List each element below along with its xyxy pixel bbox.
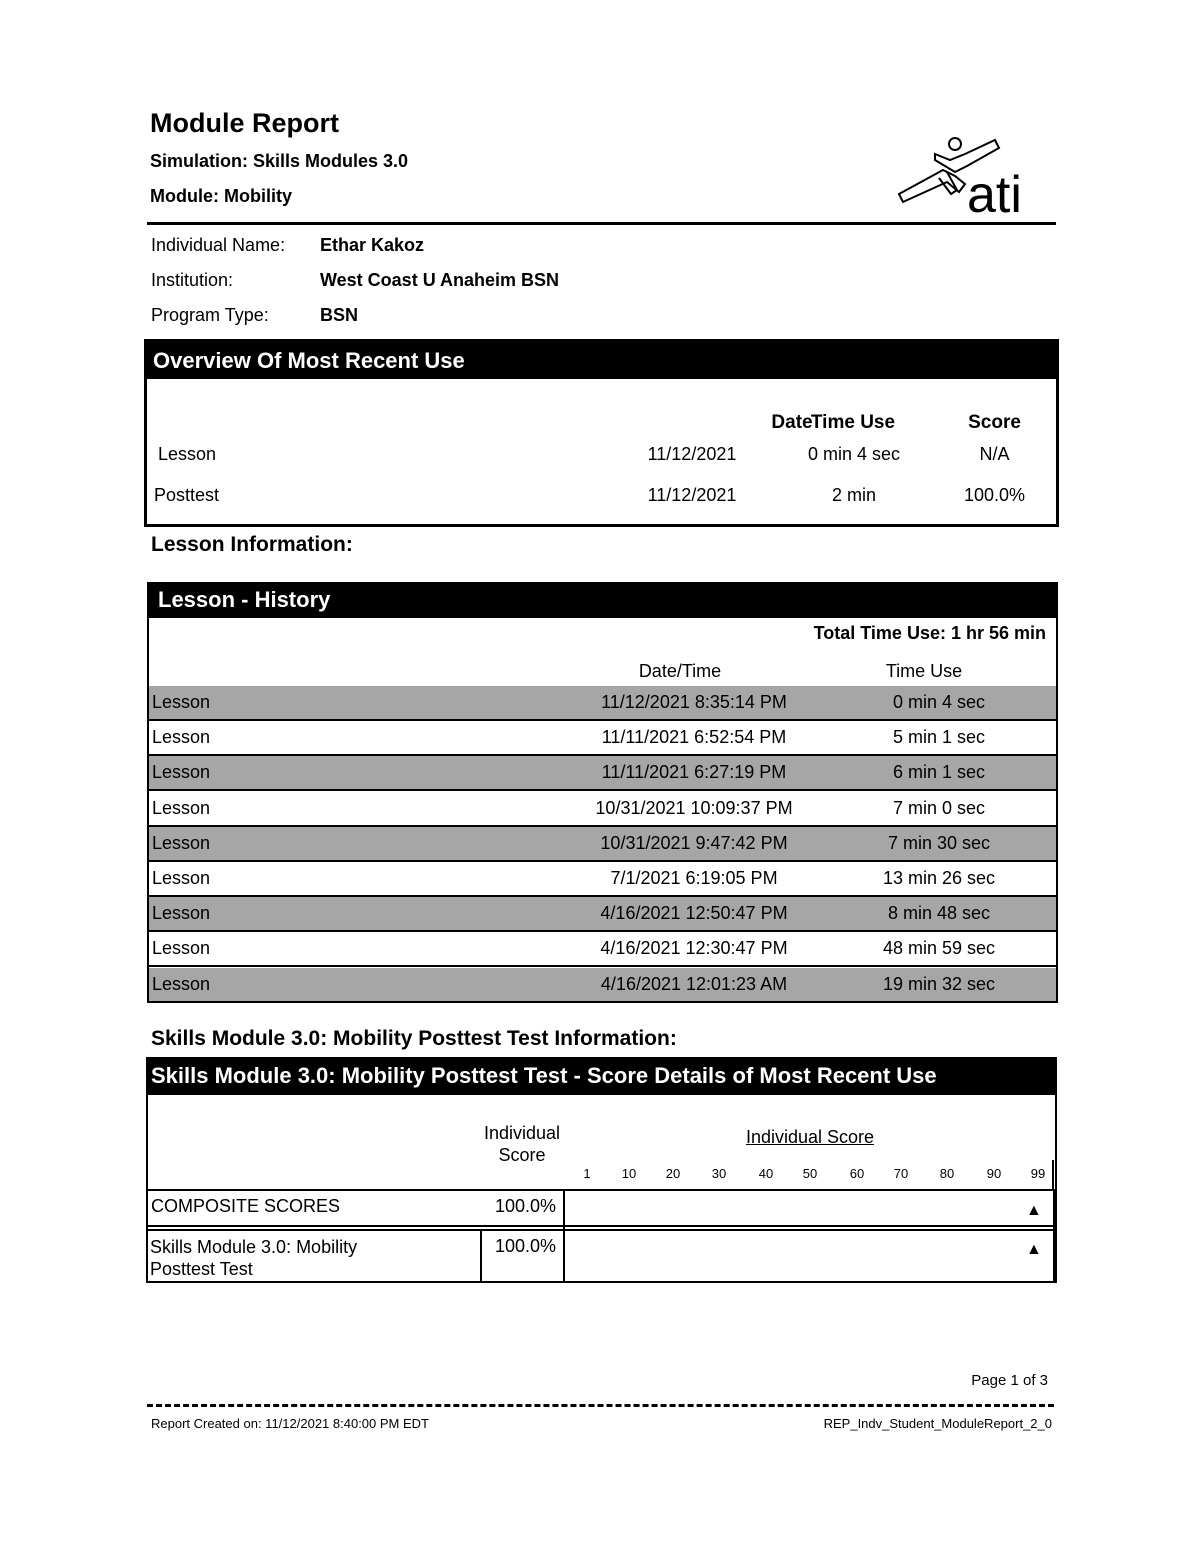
overview-row-lesson-label: Lesson [158,444,217,464]
scale-tick: 20 [665,1166,681,1181]
scale-tick: 1 [583,1166,591,1181]
composite-label: COMPOSITE SCORES [151,1196,341,1216]
simulation-label: Simulation: Skills Modules 3.0 [150,151,409,171]
scale-tick: 30 [711,1166,727,1181]
history-row-time: 5 min 1 sec [892,727,986,747]
history-row-date: 4/16/2021 12:50:47 PM [600,903,788,923]
module-score-value: 100.0% [494,1236,556,1256]
scale-tick: 70 [893,1166,909,1181]
history-row-name: Lesson [152,974,211,994]
history-title: Lesson - History [147,582,1058,618]
history-row-date: 11/12/2021 8:35:14 PM [601,692,787,712]
history-row-date: 7/1/2021 6:19:05 PM [610,868,778,888]
history-row-date: 11/11/2021 6:27:19 PM [601,762,787,782]
history-row [147,686,1058,721]
scale-tick: 10 [621,1166,637,1181]
report-code: REP_Indv_Student_ModuleReport_2_0 [823,1416,1052,1431]
score-details-title: Skills Module 3.0: Mobility Posttest Test - Score Details of Most Recent Use [146,1057,1057,1095]
history-row [147,968,1058,1003]
scale-tick: 60 [849,1166,865,1181]
history-col-time: Time Use [885,661,963,681]
individual-score-header-line2: Score [498,1145,546,1165]
history-row-time: 7 min 30 sec [887,833,991,853]
overview-row-posttest-label: Posttest [154,485,220,505]
lesson-info-heading: Lesson Information: [151,533,353,556]
score-col-right [1053,1189,1057,1283]
history-row-time: 0 min 4 sec [892,692,986,712]
module-score-label-line1: Skills Module 3.0: Mobility [150,1237,358,1257]
overview-row-lesson-time: 0 min 4 sec [807,444,901,464]
history-row-time: 6 min 1 sec [892,762,986,782]
scale-tick: 40 [758,1166,774,1181]
posttest-heading: Skills Module 3.0: Mobility Posttest Test Information: [151,1027,677,1050]
composite-marker: ▲ [1026,1202,1042,1219]
history-row [147,721,1058,756]
history-total-time: Total Time Use: 1 hr 56 min [813,623,1046,643]
history-row-time: 7 min 0 sec [892,798,986,818]
history-row-time: 13 min 26 sec [882,868,996,888]
history-row-name: Lesson [152,798,211,818]
history-row-name: Lesson [152,938,211,958]
history-row-date: 4/16/2021 12:01:23 AM [600,974,788,994]
history-row [147,827,1058,862]
overview-col-date: Date [771,412,813,433]
scale-tick: 50 [802,1166,818,1181]
module-score-label-line2: Posttest Test [150,1259,253,1279]
score-rule-mid-a [146,1225,1057,1227]
score-col-divider-2 [563,1189,565,1283]
score-rule-top [146,1189,1057,1191]
overview-row-posttest-date: 11/12/2021 [647,485,737,505]
history-row-date: 11/11/2021 6:52:54 PM [601,727,787,747]
footer-rule [147,1404,1054,1407]
program-value: BSN [320,305,359,325]
overview-row-posttest-score: 100.0% [963,485,1026,505]
program-label: Program Type: [151,305,269,325]
history-row [147,932,1058,967]
history-row-date: 4/16/2021 12:30:47 PM [600,938,788,958]
report-title: Module Report [150,108,339,138]
history-row [147,897,1058,932]
history-row-date: 10/31/2021 9:47:42 PM [600,833,788,853]
overview-col-time: Time Use [810,412,896,433]
scale-title: Individual Score [745,1127,875,1147]
logo-text: ati [967,166,1022,218]
overview-title: Overview Of Most Recent Use [147,342,1056,379]
history-row-name: Lesson [152,762,211,782]
history-col-date: Date/Time [638,661,722,681]
ati-logo [895,132,1045,218]
scale-tick: 80 [939,1166,955,1181]
individual-score-header-line1: Individual [483,1123,561,1143]
report-created: Report Created on: 11/12/2021 8:40:00 PM EDT [151,1416,429,1431]
name-label: Individual Name: [151,235,286,255]
institution-value: West Coast U Anaheim BSN [320,270,560,290]
header-rule [147,222,1056,225]
score-rule-mid-b [146,1229,1057,1231]
overview-row-posttest-time: 2 min [831,485,876,505]
overview-row-lesson-date: 11/12/2021 [647,444,737,464]
history-row-name: Lesson [152,727,211,747]
scale-tick: 90 [986,1166,1002,1181]
history-row [147,862,1058,897]
history-row [147,756,1058,791]
page-number: Page 1 of 3 [971,1372,1048,1389]
history-row-time: 48 min 59 sec [882,938,996,958]
module-label: Module: Mobility [150,186,292,206]
overview-col-score: Score [968,412,1021,433]
history-row-name: Lesson [152,903,211,923]
overview-row-lesson-score: N/A [979,444,1010,464]
history-row-name: Lesson [152,833,211,853]
student-name: Ethar Kakoz [320,235,425,255]
institution-label: Institution: [151,270,234,290]
composite-score: 100.0% [494,1196,556,1216]
individual-score-header [466,1122,578,1166]
overview-box [144,339,1059,527]
scale-tick: 99 [1030,1166,1046,1181]
history-row-name: Lesson [152,692,211,712]
history-row [147,792,1058,827]
history-row-time: 8 min 48 sec [887,903,991,923]
module-score-marker: ▲ [1026,1241,1042,1258]
module-score-label [150,1236,357,1280]
scale-end-tick [1052,1160,1054,1190]
history-row-name: Lesson [152,868,211,888]
history-row-time: 19 min 32 sec [882,974,996,994]
history-row-date: 10/31/2021 10:09:37 PM [595,798,793,818]
